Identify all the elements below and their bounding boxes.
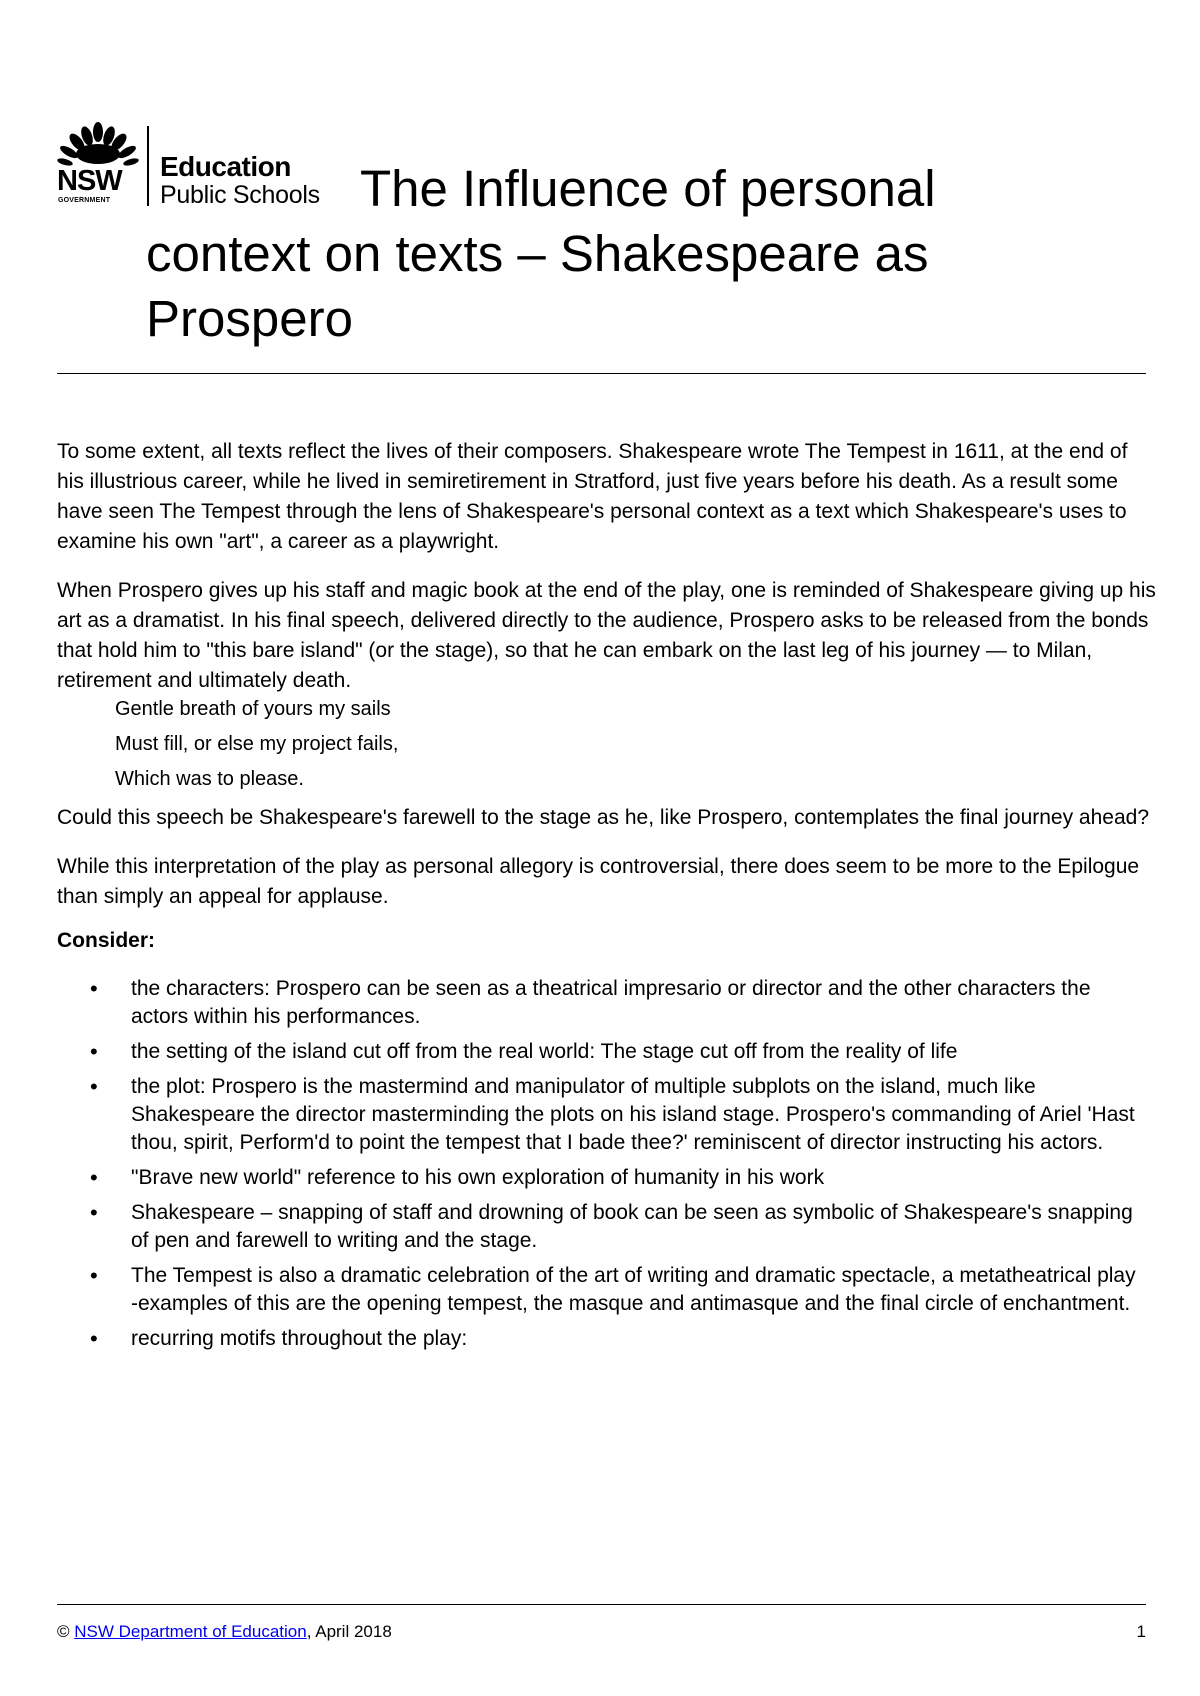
- consider-heading: Consider:: [57, 929, 156, 952]
- page-number: 1: [1136, 1622, 1146, 1641]
- bullet-icon: •: [90, 976, 98, 1001]
- list-item: [57, 1073, 1147, 1157]
- list-item: [57, 1038, 1147, 1066]
- list-item-text: "Brave new world" reference to his own exploration of humanity in his work: [131, 1166, 825, 1189]
- consider-list: [57, 975, 1157, 1353]
- page-title: [146, 156, 1146, 351]
- list-item: [57, 1325, 1147, 1353]
- title-divider: [57, 373, 1146, 374]
- title-line-3: Prospero: [146, 290, 353, 347]
- bullet-icon: •: [90, 1074, 98, 1099]
- bullet-icon: •: [90, 1165, 98, 1190]
- footer-divider: [57, 1604, 1146, 1605]
- nsw-department-link[interactable]: NSW Department of Education: [74, 1622, 307, 1641]
- document-body: [57, 437, 1157, 1360]
- list-item-text: the plot: Prospero is the mastermind and manipulator of multiple subplots on the island, much like Shakespeare the director masterminding the plots on his island stage. Prospero's commanding of Ariel 'Hast thou, spirit, Perform'd to point the tempest that I bade thee?' reminiscent of director instructing his actors.: [131, 1075, 1135, 1154]
- bullet-icon: •: [90, 1326, 98, 1351]
- title-line-1: The Influence of personal: [360, 160, 936, 217]
- bullet-icon: •: [90, 1200, 98, 1225]
- bullet-icon: •: [90, 1039, 98, 1064]
- list-item: [57, 1199, 1147, 1255]
- paragraph: While this interpretation of the play as personal allegory is controversial, there does seem to be more to the Epilogue than simply an appeal for applause.: [57, 855, 1140, 908]
- list-item: [57, 975, 1147, 1031]
- bullet-icon: •: [90, 1263, 98, 1288]
- title-line-2: context on texts – Shakespeare as: [146, 225, 929, 282]
- list-item-text: the setting of the island cut off from the real world: The stage cut off from the reality of life: [131, 1040, 958, 1063]
- copyright-symbol: ©: [57, 1622, 70, 1641]
- list-item-text: the characters: Prospero can be seen as a theatrical impresario or director and the other characters the actors within his performances.: [131, 977, 1091, 1028]
- list-item-text: The Tempest is also a dramatic celebration of the art of writing and dramatic spectacle, a metatheatrical play -examples of this are the opening tempest, the masque and antimasque and the final circle of enchantment.: [131, 1264, 1136, 1315]
- list-item-text: recurring motifs throughout the play:: [131, 1327, 468, 1350]
- footer-date: , April 2018: [306, 1622, 392, 1641]
- list-item-text: Shakespeare – snapping of staff and drowning of book can be seen as symbolic of Shakespeare's snapping of pen and farewell to writing and the stage.: [131, 1201, 1133, 1252]
- logo-nsw-text: NSW: [57, 165, 122, 197]
- page-footer: [57, 1621, 1146, 1643]
- paragraph: Could this speech be Shakespeare's farewell to the stage as he, like Prospero, contemplates the final journey ahead?: [57, 806, 1150, 829]
- logo-public-schools-text: Public Schools: [160, 181, 320, 209]
- quote-line: Gentle breath of yours my sails: [115, 698, 391, 720]
- logo-education-text: Education: [160, 151, 291, 182]
- paragraph: To some extent, all texts reflect the lives of their composers. Shakespeare wrote The Tempest in 1611, at the end of his illustrious career, while he lived in semiretirement in Stratford, just five years before his death. As a result some have seen The Tempest through the lens of Shakespeare's personal context as a text which Shakespeare's uses to examine his own "art", a career as a playwright.: [57, 440, 1128, 553]
- logo-government-text: GOVERNMENT: [58, 197, 111, 204]
- quote-line: Which was to please.: [115, 768, 304, 790]
- paragraph: When Prospero gives up his staff and magic book at the end of the play, one is reminded of Shakespeare giving up his art as a dramatist. In his final speech, delivered directly to the audience, Prospero asks to be released from the bonds that hold him to "this bare island" (or the stage), so that he can embark on the last leg of his journey — to Milan, retirement and ultimately death.: [57, 579, 1156, 692]
- list-item: [57, 1164, 1147, 1192]
- quote-line: Must fill, or else my project fails,: [115, 733, 399, 755]
- epilogue-quote: [115, 698, 1157, 790]
- list-item: [57, 1262, 1147, 1318]
